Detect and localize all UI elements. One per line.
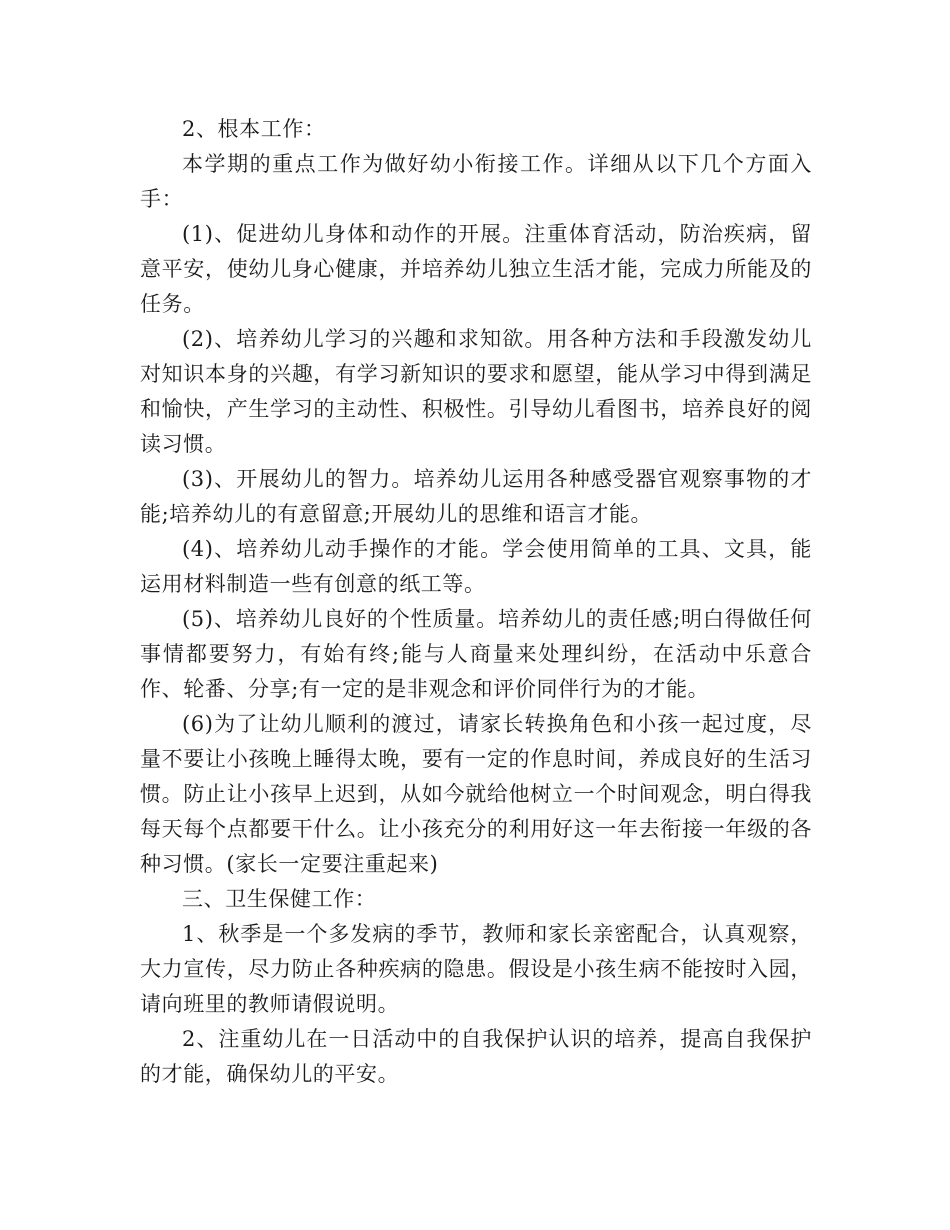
paragraph-item-1: (1)、促进幼儿身体和动作的开展。注重体育活动，防治疾病，留意平安，使幼儿身心健康，并培养幼儿独立生活才能，完成力所能及的任务。	[140, 222, 812, 316]
paragraph-health-2: 2、注重幼儿在一日活动中的自我保护认识的培养，提高自我保护的才能，确保幼儿的平安。	[140, 1027, 812, 1086]
paragraph-item-2: (2)、培养幼儿学习的兴趣和求知欲。用各种方法和手段激发幼儿对知识本身的兴趣，有学习新知识的要求和愿望，能从学习中得到满足和愉快，产生学习的主动性、积极性。引导幼儿看图书，培养良好的阅读习惯。	[140, 327, 812, 456]
paragraph-item-3: (3)、开展幼儿的智力。培养幼儿运用各种感受器官观察事物的才能;培养幼儿的有意留意;开展幼儿的思维和语言才能。	[140, 467, 812, 526]
document-body	[140, 112, 812, 1092]
paragraph-item-6: (6)为了让幼儿顺利的渡过，请家长转换角色和小孩一起过度，尽量不要让小孩晚上睡得太晚，要有一定的作息时间，养成良好的生活习惯。防止让小孩早上迟到，从如今就给他树立一个时间观念，明白得我每天每个点都要干什么。让小孩充分的利用好这一年去衔接一年级的各种习惯。(家长一定要注重起来)	[140, 712, 812, 876]
heading-basic-work: 2、根本工作：	[182, 117, 326, 141]
paragraph-item-5: (5)、培养幼儿良好的个性质量。培养幼儿的责任感;明白得做任何事情都要努力，有始有终;能与人商量来处理纠纷，在活动中乐意合作、轮番、分享;有一定的是非观念和评价同伴行为的才能。	[140, 607, 812, 701]
heading-health-care: 三、卫生保健工作：	[182, 887, 377, 911]
paragraph-health-1: 1、秋季是一个多发病的季节，教师和家长亲密配合，认真观察，大力宣传，尽力防止各种疾病的隐患。假设是小孩生病不能按时入园，请向班里的教师请假说明。	[140, 922, 812, 1016]
paragraph-intro: 本学期的重点工作为做好幼小衔接工作。详细从以下几个方面入手：	[140, 152, 812, 211]
paragraph-item-4: (4)、培养幼儿动手操作的才能。学会使用简单的工具、文具，能运用材料制造一些有创意的纸工等。	[140, 537, 812, 596]
